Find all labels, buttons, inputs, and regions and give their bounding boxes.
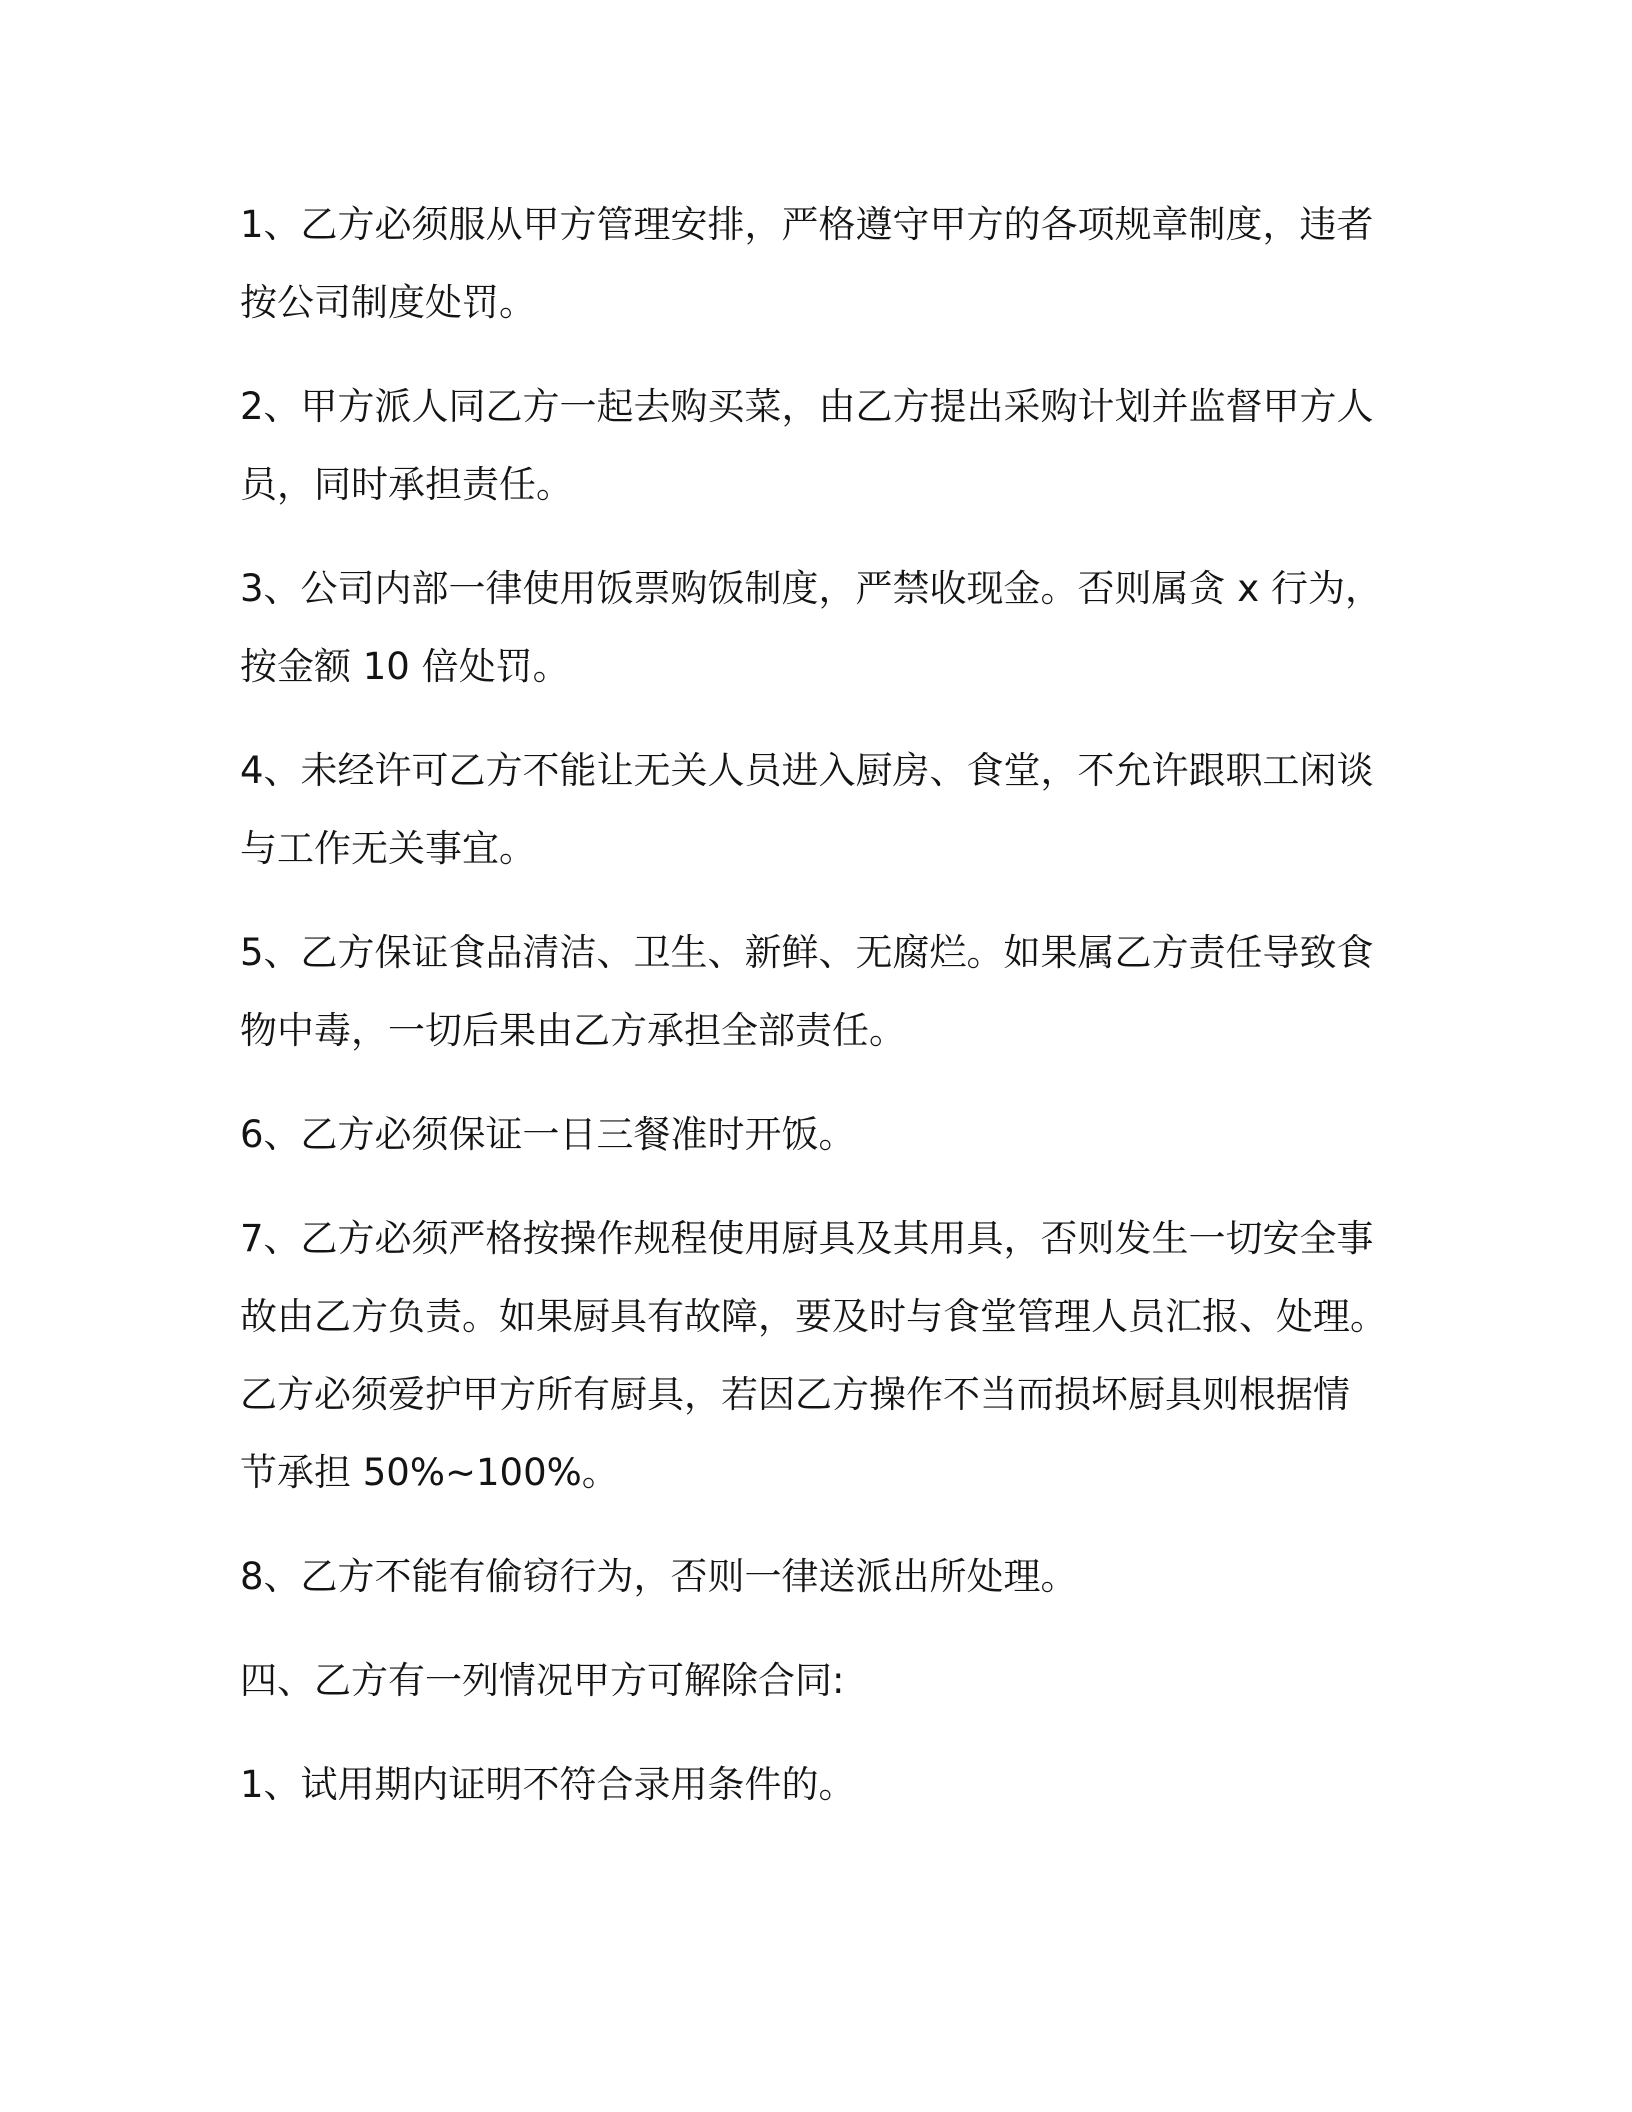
section-4-heading [240,1642,1395,1720]
section-4-heading-text: 四、乙方有一列情况甲方可解除合同: [240,1659,845,1702]
clause-1-line-1: 1、乙方必须服从甲方管理安排，严格遵守甲方的各项规章制度，违者 [240,203,1374,246]
clause-6-line-1: 6、乙方必须保证一日三餐准时开饭。 [240,1113,856,1156]
clause-3-line-1: 3、公司内部一律使用饭票购饭制度，严禁收现金。否则属贪 x 行为， [240,567,1382,610]
clause-5-line-2: 物中毒，一切后果由乙方承担全部责任。 [240,1009,906,1052]
clause-8-line-1: 8、乙方不能有偷窃行为，否则一律送派出所处理。 [240,1555,1078,1598]
clause-4-line-1: 4、未经许可乙方不能让无关人员进入厨房、食堂，不允许跟职工闲谈 [240,749,1374,792]
clause-5-line-1: 5、乙方保证食品清洁、卫生、新鲜、无腐烂。如果属乙方责任导致食 [240,931,1374,974]
clause-2-line-2: 员，同时承担责任。 [240,463,573,506]
clause-7-line-2: 故由乙方负责。如果厨具有故障，要及时与食堂管理人员汇报、处理。 [240,1295,1387,1338]
clause-7-line-1: 7、乙方必须严格按操作规程使用厨具及其用具，否则发生一切安全事 [240,1217,1374,1260]
clause-1-line-2: 按公司制度处罚。 [240,281,536,324]
clause-7-line-4: 节承担 50%~100%。 [240,1451,619,1494]
clause-2-line-1: 2、甲方派人同乙方一起去购买菜，由乙方提出采购计划并监督甲方人 [240,385,1374,428]
clause-7 [240,1200,1395,1512]
clause-4 [240,732,1395,888]
clause-4-line-2: 与工作无关事宜。 [240,827,536,870]
clause-6 [240,1096,1395,1174]
section-4-clause-1 [240,1746,1395,1824]
section-4-clause-1-line-1: 1、试用期内证明不符合录用条件的。 [240,1763,856,1806]
document-body [240,186,1395,1850]
clause-5 [240,914,1395,1070]
clause-8 [240,1538,1395,1616]
clause-2 [240,368,1395,524]
clause-7-line-3: 乙方必须爱护甲方所有厨具，若因乙方操作不当而损坏厨具则根据情 [240,1373,1350,1416]
clause-1 [240,186,1395,342]
clause-3-line-2: 按金额 10 倍处罚。 [240,645,570,688]
clause-3 [240,550,1395,706]
